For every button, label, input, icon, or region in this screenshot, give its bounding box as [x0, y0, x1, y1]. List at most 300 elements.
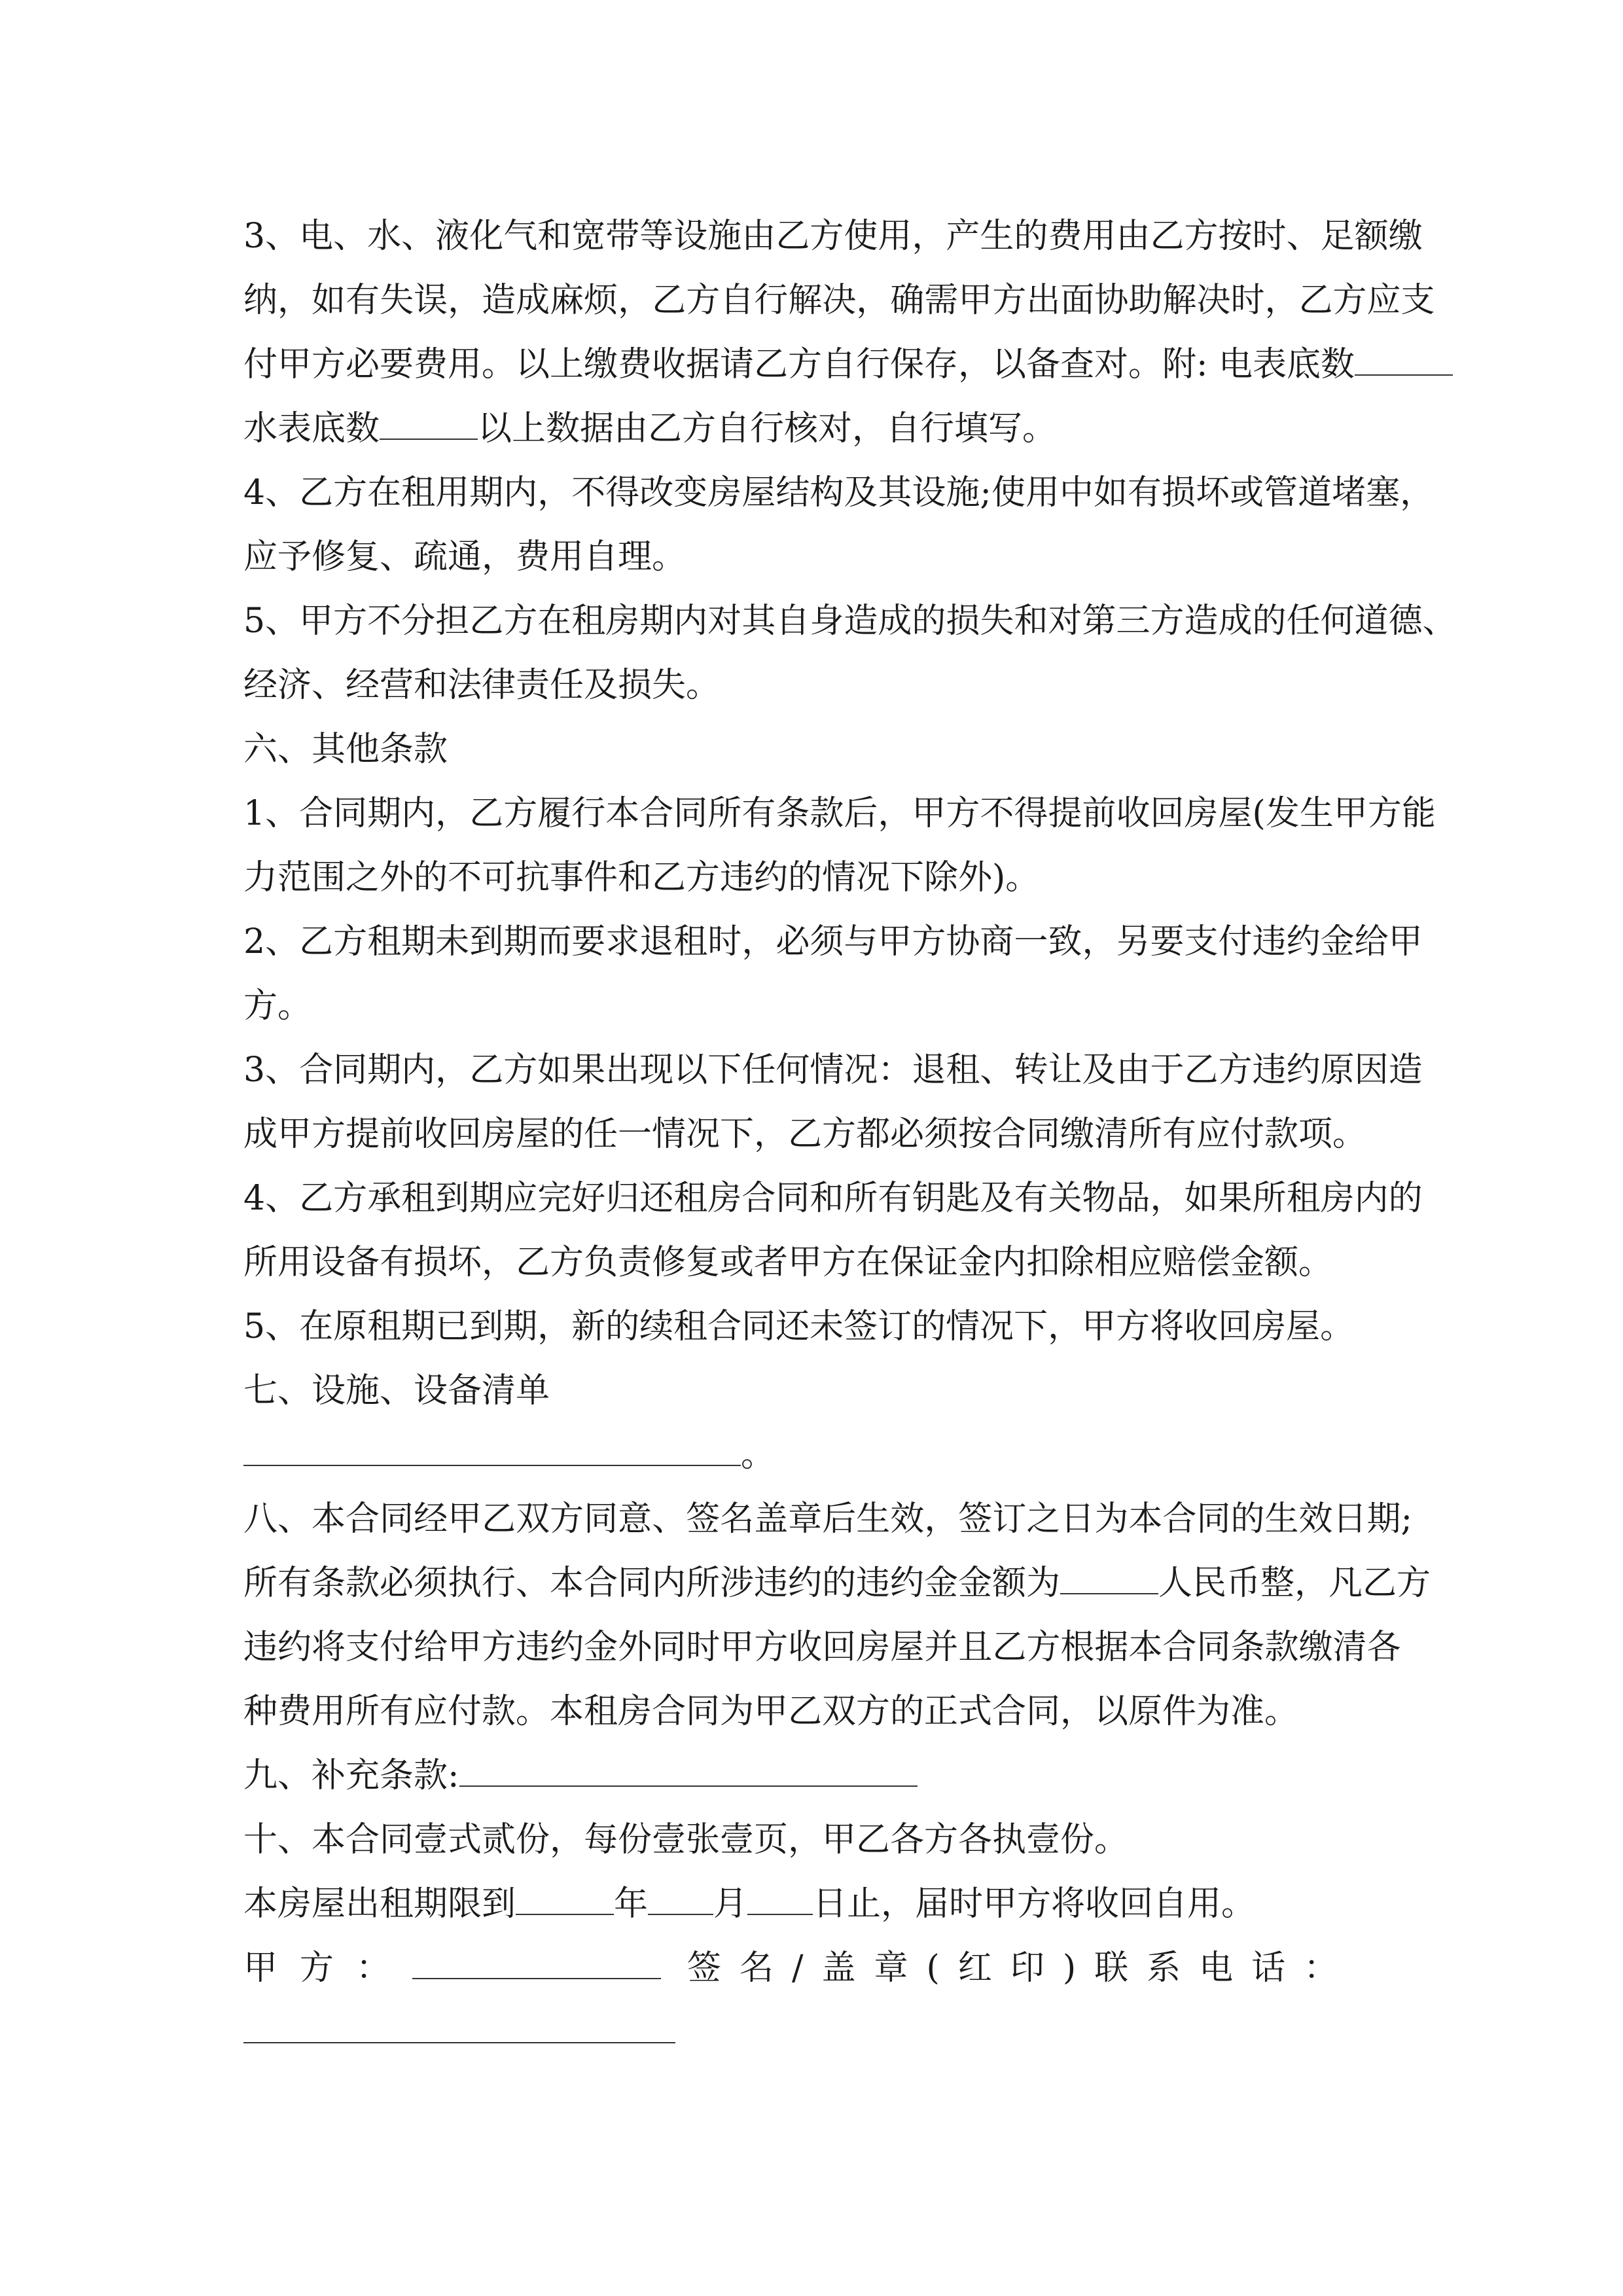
glyph: 将	[312, 1628, 346, 1667]
glyph: 乙	[469, 794, 504, 833]
glyph: 下	[707, 1050, 742, 1090]
glyph: 求	[605, 922, 640, 961]
glyph: 租	[401, 1179, 436, 1218]
section-title: 七、设施、设备清单	[243, 1371, 550, 1410]
glyph: 用	[1025, 473, 1060, 512]
glyph: ，	[1264, 281, 1299, 320]
glyph: 后	[844, 794, 878, 833]
glyph: 期	[367, 794, 402, 833]
clause-text: 所用设备有损坏，乙方负责修复或者甲方在保证金内扣除相应赔偿金额。	[243, 1243, 1333, 1282]
glyph: 任	[741, 1050, 776, 1090]
glyph: 施	[707, 217, 742, 256]
glyph: 道	[1298, 473, 1332, 512]
glyph: 租	[673, 922, 708, 961]
glyph: 、	[265, 1050, 300, 1090]
glyph: 情	[810, 1050, 844, 1090]
glyph: 归	[605, 1179, 640, 1218]
glyph: 屋	[890, 1628, 925, 1667]
glyph: 所	[707, 794, 742, 833]
glyph: 另	[1116, 922, 1150, 961]
glyph: 由	[741, 217, 776, 256]
glyph: 堵	[1332, 473, 1366, 512]
glyph: 收	[1116, 794, 1150, 833]
glyph: 钥	[912, 1179, 946, 1218]
glyph: 根	[1060, 1628, 1095, 1667]
glyph: 因	[1354, 1050, 1389, 1090]
glyph: 带	[605, 217, 640, 256]
glyph: 、	[265, 922, 300, 961]
glyph: 方	[503, 1050, 538, 1090]
glyph: 5	[243, 601, 266, 641]
glyph: 及	[844, 473, 878, 512]
glyph: 而	[537, 922, 572, 961]
glyph: 内	[401, 794, 436, 833]
glyph: 给	[1354, 922, 1389, 961]
glyph: 误	[414, 281, 448, 320]
glyph: 化	[469, 217, 504, 256]
glyph: 期	[469, 1179, 504, 1218]
glyph: 成	[1218, 601, 1253, 641]
glyph: 时	[1230, 281, 1265, 320]
glyph: 以	[673, 1050, 708, 1090]
glyph: 方	[333, 922, 368, 961]
glyph: 、	[265, 601, 300, 641]
glyph: 纳	[243, 281, 278, 320]
glyph: 签	[686, 1499, 721, 1539]
sign-stamp-phone-label: 签名/盖章(红印)联系电话：	[687, 1948, 1357, 1988]
clause-3-line-2	[243, 268, 1435, 332]
glyph: 甲	[912, 794, 946, 833]
glyph: 水	[367, 217, 402, 256]
year-label: 年	[614, 1884, 649, 1924]
glyph: 期	[367, 1050, 402, 1090]
glyph: 1	[243, 794, 266, 833]
glyph: ;	[1400, 1499, 1413, 1539]
glyph: 由	[1116, 217, 1150, 256]
water-meter-blank	[380, 403, 478, 440]
s6-clause-2-line-2	[243, 974, 1395, 1038]
glyph: 方	[1218, 1050, 1253, 1090]
equipment-list-blank	[243, 1429, 741, 1466]
glyph: 日	[1332, 1499, 1367, 1539]
glyph: 身	[810, 601, 844, 641]
glyph: 方	[946, 794, 980, 833]
glyph: 三	[1116, 601, 1150, 641]
glyph: 金	[584, 1628, 618, 1667]
clause-text: 以上数据由乙方自行核对，自行填写。	[478, 409, 1057, 448]
glyph: 对	[707, 601, 742, 641]
clause-3-line-3	[243, 332, 1395, 397]
glyph: 同	[333, 794, 368, 833]
glyph: 和	[810, 1179, 844, 1218]
glyph: 时	[1252, 217, 1287, 256]
glyph: 并	[924, 1628, 959, 1667]
glyph: 各	[1366, 1628, 1401, 1667]
glyph: ：	[878, 1050, 912, 1090]
glyph: 按	[1218, 217, 1253, 256]
glyph: 方	[503, 601, 538, 641]
glyph: 不	[571, 473, 606, 512]
s6-clause-1-line-1	[243, 781, 1436, 846]
glyph: 失	[380, 281, 414, 320]
glyph: 足	[1320, 217, 1355, 256]
contract-body	[243, 204, 1457, 2064]
glyph: 方	[810, 217, 844, 256]
glyph: 条	[1230, 1628, 1265, 1667]
glyph: 于	[1150, 1050, 1185, 1090]
glyph: 成	[878, 601, 912, 641]
glyph: 必	[776, 922, 810, 961]
glyph: 乙	[299, 1179, 334, 1218]
glyph: 、	[980, 1050, 1014, 1090]
glyph: 签	[958, 1499, 993, 1539]
glyph: 有	[1128, 473, 1162, 512]
glyph: 同	[584, 1499, 618, 1539]
glyph: 果	[571, 1050, 606, 1090]
glyph: 方	[1184, 217, 1219, 256]
glyph: 品	[1116, 1179, 1150, 1218]
section-title: 六、其他条款	[243, 730, 448, 769]
glyph: 盖	[754, 1499, 789, 1539]
glyph: 道	[1354, 601, 1389, 641]
glyph: 设	[673, 217, 708, 256]
glyph: 房	[1184, 794, 1219, 833]
glyph: 合	[299, 794, 334, 833]
glyph: 乙	[299, 473, 334, 512]
glyph: 有	[878, 1179, 912, 1218]
glyph: 4	[243, 473, 266, 512]
month-label: 月	[713, 1884, 748, 1924]
glyph: ，	[856, 281, 891, 320]
glyph: 期	[1366, 1499, 1401, 1539]
glyph: 在	[537, 601, 572, 641]
glyph: 对	[1048, 601, 1082, 641]
glyph: 房	[605, 601, 640, 641]
glyph: 期	[639, 601, 674, 641]
glyph: 设	[912, 473, 946, 512]
glyph: 退	[639, 922, 674, 961]
glyph: 期	[503, 922, 538, 961]
glyph: 坏	[1196, 473, 1230, 512]
glyph: 结	[776, 473, 810, 512]
glyph: 甲	[1388, 922, 1423, 961]
glyph: 及	[980, 1179, 1014, 1218]
glyph: 、	[277, 1499, 312, 1539]
glyph: 如	[537, 1050, 572, 1090]
glyph: 期	[401, 922, 436, 961]
glyph: 匙	[946, 1179, 980, 1218]
glyph: 意	[618, 1499, 652, 1539]
glyph: 和	[1014, 601, 1048, 641]
glyph: 致	[1048, 922, 1082, 961]
glyph: 甲	[299, 601, 334, 641]
glyph: 造	[1184, 601, 1219, 641]
glyph: 订	[992, 1499, 1027, 1539]
glyph: 造	[482, 281, 516, 320]
glyph: 行	[571, 794, 606, 833]
glyph: 协	[946, 922, 980, 961]
s6-clause-3-line-2	[243, 1102, 1395, 1166]
glyph: 约	[1286, 1050, 1321, 1090]
glyph: 款	[810, 794, 844, 833]
glyph: 方	[1150, 601, 1185, 641]
s6-clause-3-line-1	[243, 1038, 1423, 1102]
party-a-label: 甲方：	[243, 1948, 413, 1988]
glyph: 能	[1401, 794, 1436, 833]
glyph: 宽	[571, 217, 606, 256]
glyph: 效	[1298, 1499, 1333, 1539]
glyph: 条	[776, 794, 810, 833]
glyph: 、	[401, 217, 436, 256]
glyph: 房	[707, 1179, 742, 1218]
glyph: 租	[1286, 1179, 1321, 1218]
glyph: 不	[367, 601, 402, 641]
glyph: 、	[1422, 601, 1457, 641]
glyph: 决	[822, 281, 857, 320]
glyph: 和	[537, 217, 572, 256]
glyph: 回	[822, 1628, 857, 1667]
glyph: 生	[1264, 1499, 1299, 1539]
glyph: 生	[980, 217, 1014, 256]
glyph: 确	[890, 281, 925, 320]
glyph: 租	[946, 1050, 980, 1090]
glyph: 有	[741, 794, 776, 833]
glyph: 付	[380, 1628, 414, 1667]
glyph: 收	[788, 1628, 823, 1667]
glyph: 房	[856, 1628, 891, 1667]
glyph: 的	[1252, 601, 1287, 641]
glyph: 完	[537, 1179, 572, 1218]
glyph: 回	[1150, 794, 1185, 833]
glyph: 、	[1286, 217, 1321, 256]
glyph: 塞	[1366, 473, 1400, 512]
glyph: 方	[482, 1628, 516, 1667]
clause-text: 水表底数	[243, 409, 380, 448]
phone-line	[243, 2000, 1395, 2064]
glyph: 所	[844, 1179, 878, 1218]
glyph: 要	[571, 922, 606, 961]
glyph: 使	[991, 473, 1026, 512]
glyph: 失	[980, 601, 1014, 641]
glyph: 果	[1218, 1179, 1253, 1218]
glyph: 同	[380, 1499, 414, 1539]
glyph: 液	[435, 217, 470, 256]
section-6-heading	[243, 717, 1395, 781]
glyph: 烦	[584, 281, 618, 320]
glyph: 出	[1026, 281, 1061, 320]
glyph: 前	[1082, 794, 1116, 833]
glyph: 况	[844, 1050, 878, 1090]
glyph: 屋	[1218, 794, 1253, 833]
glyph: 德	[1388, 601, 1423, 641]
glyph: 后	[822, 1499, 857, 1539]
s6-clause-4-line-1	[243, 1166, 1423, 1230]
clause-4-line-1	[243, 461, 1435, 525]
glyph: 用	[878, 217, 912, 256]
glyph: 约	[277, 1628, 312, 1667]
glyph: (	[1252, 794, 1266, 833]
clause-text: 人民币整，凡乙方	[1158, 1564, 1431, 1603]
glyph: 的	[912, 601, 946, 641]
glyph: 、	[265, 794, 300, 833]
glyph: 违	[516, 1628, 550, 1667]
glyph: 一	[1014, 922, 1048, 961]
glyph: 得	[605, 473, 640, 512]
glyph: 中	[1059, 473, 1094, 512]
clause-text: 所有条款必须执行、本合同内所涉违约的违约金金额为	[243, 1564, 1061, 1603]
glyph: 租	[571, 601, 606, 641]
term-day-blank	[747, 1878, 813, 1915]
glyph: ，	[277, 281, 312, 320]
glyph: 发	[1265, 794, 1300, 833]
glyph: 商	[980, 922, 1014, 961]
glyph: 内	[673, 601, 708, 641]
clause-text: 方。	[243, 986, 312, 1026]
glyph: 八	[243, 1499, 278, 1539]
glyph: 且	[958, 1628, 993, 1667]
section-7-heading	[243, 1359, 1395, 1423]
glyph: 同	[673, 794, 708, 833]
glyph: 额	[1354, 217, 1389, 256]
glyph: 由	[1116, 1050, 1150, 1090]
clause-3-line-1	[243, 204, 1423, 268]
glyph: 不	[980, 794, 1014, 833]
glyph: 2	[243, 922, 266, 961]
glyph: 协	[1094, 281, 1129, 320]
glyph: 日	[1060, 1499, 1095, 1539]
clause-text: 种费用所有应付款。本租房合同为甲乙双方的正式合同，以原件为准。	[243, 1692, 1299, 1731]
glyph: 支	[1184, 922, 1219, 961]
glyph: 合	[299, 1050, 334, 1090]
glyph: ，	[924, 1499, 959, 1539]
clause-text: 经济、经营和法律责任及损失。	[243, 666, 721, 705]
glyph: 自	[720, 281, 755, 320]
glyph: 方	[503, 794, 538, 833]
glyph: 为	[1094, 1499, 1129, 1539]
glyph: 造	[1388, 1050, 1423, 1090]
glyph: ;	[980, 473, 991, 512]
glyph: 时	[707, 922, 742, 961]
glyph: 甲	[958, 281, 993, 320]
clause-text: 成甲方提前收回房屋的任一情况下，乙方都必须按合同缴清所有应付款项。	[243, 1115, 1367, 1154]
glyph: 违	[1252, 1050, 1287, 1090]
glyph: 约	[1286, 922, 1321, 961]
glyph: 及	[1082, 1050, 1116, 1090]
clause-text: 付甲方必要费用。以上缴费收据请乙方自行保存，以备查对。附: 电表底数	[243, 345, 1355, 384]
glyph: 助	[1128, 281, 1163, 320]
clause-4-line-2	[243, 525, 1395, 589]
glyph: ，	[537, 473, 572, 512]
glyph: 同	[1196, 1499, 1231, 1539]
glyph: 乙	[1184, 1050, 1219, 1090]
glyph: 清	[1332, 1628, 1367, 1667]
glyph: 缴	[1388, 217, 1423, 256]
glyph: 同	[1196, 1628, 1231, 1667]
glyph: ，	[435, 1050, 470, 1090]
section-9-line	[243, 1744, 1395, 1808]
glyph: 关	[1048, 1179, 1082, 1218]
electric-meter-blank	[1355, 339, 1453, 376]
glyph: 或	[1230, 473, 1264, 512]
glyph: 据	[1094, 1628, 1129, 1667]
glyph: 气	[503, 217, 538, 256]
glyph: ，	[435, 794, 470, 833]
glyph: 内	[401, 1050, 436, 1090]
glyph: 违	[1252, 922, 1287, 961]
section-8-line-3	[243, 1615, 1401, 1679]
glyph: 自	[776, 601, 810, 641]
glyph: 效	[890, 1499, 925, 1539]
glyph: 担	[435, 601, 470, 641]
glyph: 现	[639, 1050, 674, 1090]
glyph: 方	[686, 281, 721, 320]
glyph: 款	[1264, 1628, 1299, 1667]
glyph: 合	[639, 794, 674, 833]
glyph: 用	[435, 473, 470, 512]
s6-clause-1-line-2	[243, 846, 1395, 910]
glyph: 章	[788, 1499, 823, 1539]
glyph: 物	[1082, 1179, 1116, 1218]
glyph: 甲	[720, 1628, 755, 1667]
glyph: 乙	[1298, 281, 1333, 320]
glyph: 甲	[448, 1628, 482, 1667]
glyph: 电	[299, 217, 334, 256]
glyph: 之	[1026, 1499, 1061, 1539]
glyph: 费	[1048, 217, 1082, 256]
glyph: 分	[401, 601, 436, 641]
glyph: 所	[1252, 1179, 1287, 1218]
glyph: 转	[1014, 1050, 1048, 1090]
glyph: 内	[1354, 1179, 1389, 1218]
glyph: 到	[469, 922, 504, 961]
glyph: 支	[1400, 281, 1435, 320]
glyph: 与	[844, 922, 878, 961]
glyph: 损	[1162, 473, 1196, 512]
glyph: 方	[550, 1499, 584, 1539]
glyph: 到	[435, 1179, 470, 1218]
glyph: 退	[912, 1050, 946, 1090]
glyph: 第	[1082, 601, 1116, 641]
glyph: 好	[571, 1179, 606, 1218]
glyph: 造	[844, 601, 878, 641]
glyph: ，	[618, 281, 652, 320]
s6-clause-5-line-1	[243, 1295, 1395, 1359]
glyph: 的	[1230, 1499, 1265, 1539]
glyph: 、	[652, 1499, 687, 1539]
glyph: 须	[810, 922, 844, 961]
glyph: 合	[1162, 1499, 1197, 1539]
section-title: 九、补充条款:	[243, 1756, 459, 1795]
glyph: 变	[673, 473, 708, 512]
clause-3-line-4	[243, 397, 1395, 461]
glyph: 有	[346, 281, 380, 320]
glyph: 方	[1332, 281, 1367, 320]
clause-5-line-1	[243, 589, 1457, 653]
clause-5-line-2	[243, 653, 1395, 717]
s6-clause-4-line-2	[243, 1230, 1395, 1295]
glyph: 乙	[652, 281, 687, 320]
glyph: 有	[1014, 1179, 1048, 1218]
phone-blank	[243, 2007, 675, 2043]
glyph: 还	[639, 1179, 674, 1218]
glyph: 应	[503, 1179, 538, 1218]
glyph: 履	[537, 794, 572, 833]
glyph: 支	[346, 1628, 380, 1667]
glyph: ，	[448, 281, 482, 320]
glyph: 、	[265, 217, 300, 256]
glyph: 乙	[469, 601, 504, 641]
glyph: 乙	[469, 1050, 504, 1090]
